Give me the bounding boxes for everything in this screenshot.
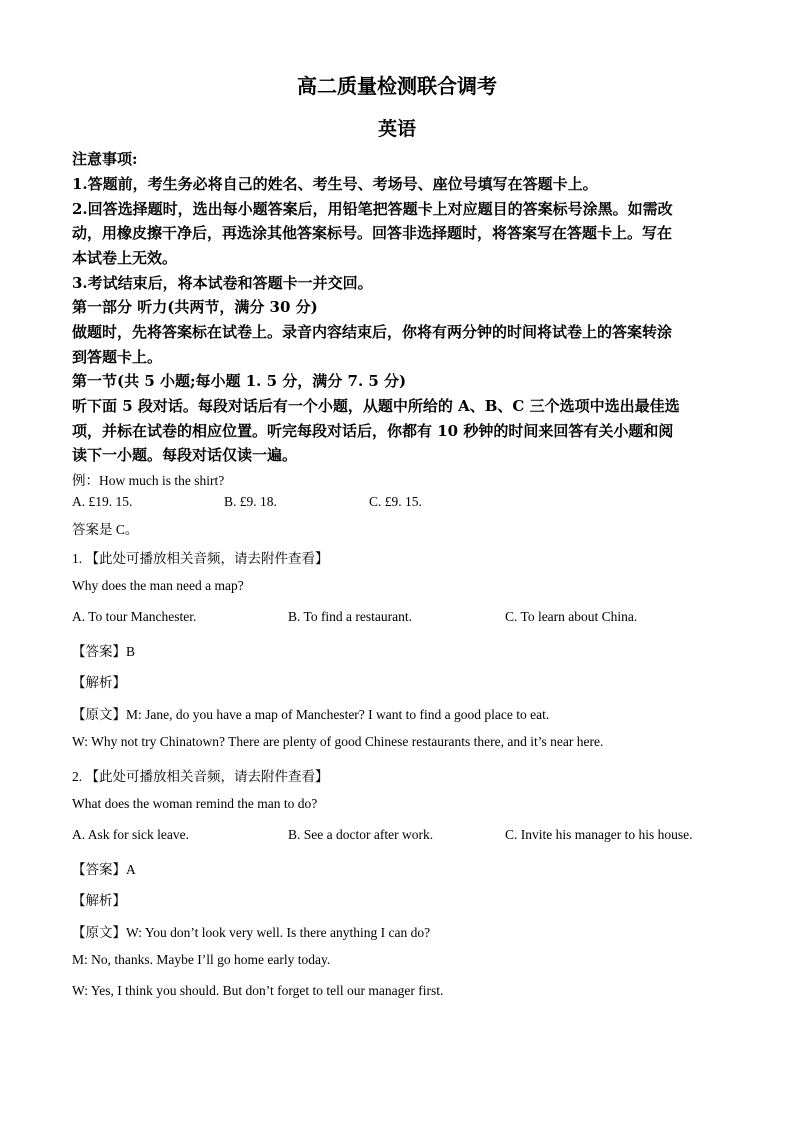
q1-audio-label: 1. 【此处可播放相关音频，请去附件查看】: [72, 551, 329, 566]
q2-question: What does the woman remind the man to do?: [72, 796, 318, 811]
q1-option-a: A. To tour Manchester.: [72, 609, 197, 624]
q2-audio-label: 2. 【此处可播放相关音频，请去附件查看】: [72, 769, 329, 784]
notice-heading: 注意事项:: [72, 150, 138, 168]
q1-option-c: C. To learn about China.: [505, 609, 638, 624]
part1-instruction-line-1: 做题时，先将答案标在试卷上。录音内容结束后，你将有两分钟的时间将试卷上的答案转涂: [72, 323, 673, 341]
q2-option-b: B. See a doctor after work.: [288, 827, 434, 842]
example-answer: 答案是 C。: [72, 522, 139, 537]
q2-transcript-line-2: M: No, thanks. Maybe I’ll go home early today.: [72, 952, 331, 967]
notice-item-3: 3.考试结束后，将本试卷和答题卡一并交回。: [72, 274, 373, 292]
q1-option-b: B. To find a restaurant.: [288, 609, 413, 624]
section1-instruction-line-1: 听下面 5 段对话。每段对话后有一个小题，从题中所给的 A、B、C 三个选项中选出最佳选: [72, 397, 680, 415]
q2-answer: 【答案】A: [72, 862, 136, 877]
part1-heading: 第一部分 听力(共两节，满分 30 分): [72, 298, 318, 316]
q1-question: Why does the man need a map?: [72, 578, 244, 593]
q1-answer: 【答案】B: [72, 644, 136, 659]
notice-item-1: 1.答题前，考生务必将自己的姓名、考生号、考场号、座位号填写在答题卡上。: [72, 175, 598, 193]
notice-item-2-line-3: 本试卷上无效。: [72, 249, 178, 267]
part1-instruction-line-2: 到答题卡上。: [72, 348, 163, 366]
q2-option-c: C. Invite his manager to his house.: [505, 827, 693, 842]
example-option-c: C. £9. 15.: [369, 494, 422, 509]
notice-item-2-line-2: 动，用橡皮擦干净后，再选涂其他答案标号。回答非选择题时，将答案写在答题卡上。写在: [72, 224, 673, 242]
exam-title: 高二质量检测联合调考: [297, 74, 497, 98]
q1-analysis-label: 【解析】: [72, 675, 126, 690]
section1-instruction-line-3: 读下一小题。每段对话仅读一遍。: [72, 446, 298, 464]
section1-heading: 第一节(共 5 小题;每小题 1. 5 分，满分 7. 5 分): [72, 372, 407, 390]
q2-analysis-label: 【解析】: [72, 893, 126, 908]
example-option-a: A. £19. 15.: [72, 494, 133, 509]
q2-transcript-line-3: W: Yes, I think you should. But don’t forget to tell our manager first.: [72, 983, 444, 998]
notice-item-2-line-1: 2.回答选择题时，选出每小题答案后，用铅笔把答题卡上对应题目的答案标号涂黑。如需改: [72, 200, 673, 218]
q1-transcript-line-2: W: Why not try Chinatown? There are plenty of good Chinese restaurants there, and it’s near here.: [72, 734, 604, 749]
q2-option-a: A. Ask for sick leave.: [72, 827, 189, 842]
subject-title: 英语: [377, 118, 416, 140]
example-option-b: B. £9. 18.: [224, 494, 277, 509]
q1-transcript-line-1: 【原文】M: Jane, do you have a map of Manchester? I want to find a good place to eat.: [72, 707, 550, 722]
section1-instruction-line-2: 项，并标在试卷的相应位置。听完每段对话后，你都有 10 秒钟的时间来回答有关小题和阅: [72, 422, 674, 440]
example-question: 例：How much is the shirt?: [72, 473, 225, 488]
q2-transcript-line-1: 【原文】W: You don’t look very well. Is there anything I can do?: [72, 925, 431, 940]
